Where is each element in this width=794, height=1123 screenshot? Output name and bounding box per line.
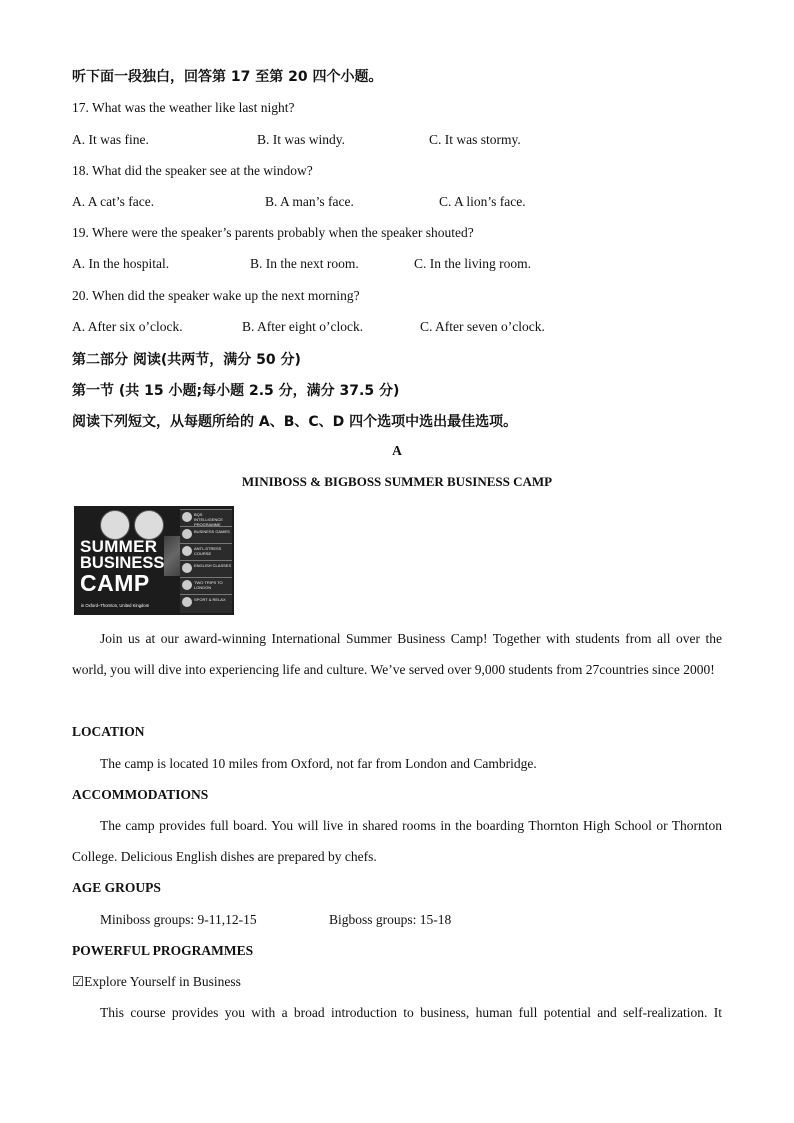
passage-letter: A [392,443,402,458]
option-a: A. In the hospital. [72,256,170,271]
part-two-title: 第二部分 阅读(共两节，满分 50 分) [72,352,301,368]
passage-title: MINIBOSS & BIGBOSS SUMMER BUSINESS CAMP [241,474,553,489]
bigboss-logo [134,510,164,540]
intro-paragraph: Join us at our award-winning International Summer Business Camp! Together with students from all over the world, you will dive into experiencing life and culture. We’ve served over 9,000 students from 27countries since 2000! [72,631,722,677]
location-text: The camp is located 10 miles from Oxford, not far from London and Cambridge. [100,756,537,771]
miniboss-logo [100,510,130,540]
poster-feature: TWO TRIPS TO LONDON [180,577,232,593]
poster-title-line: CAMP [80,570,150,596]
poster-subtitle: in Oxford–Thornton, United Kingdom [81,603,150,608]
feature-icon [182,529,192,539]
bigboss-groups: Bigboss groups: 15-18 [329,912,452,927]
poster-feature: ENGLISH CLASSES [180,560,232,576]
accommodations-heading: ACCOMMODATIONS [72,787,209,802]
poster-feature-list [180,509,232,613]
option-b: B. A man’s face. [265,194,354,209]
option-a: A. A cat’s face. [72,194,155,209]
feature-icon [182,512,192,522]
programmes-heading: POWERFUL PROGRAMMES [72,943,254,958]
age-groups-heading: AGE GROUPS [72,880,161,895]
programme-item: ☑Explore Yourself in Business [72,974,241,989]
option-c: C. It was stormy. [429,132,521,147]
feature-icon [182,597,192,607]
option-a: A. It was fine. [72,132,149,147]
poster-feature: SPORT & RELAX [180,594,232,610]
poster-feature: ANTI–STRESS COURSE [180,543,232,559]
option-b: B. In the next room. [250,256,359,271]
option-c: C. After seven o’clock. [420,319,545,334]
option-c: C. In the living room. [414,256,531,271]
section-intro: 听下面一段独白，回答第 17 至第 20 四个小题。 [72,69,383,85]
location-heading: LOCATION [72,724,145,739]
section-one-title: 第一节 (共 15 小题;每小题 2.5 分，满分 37.5 分) [72,383,400,399]
feature-icon [182,563,192,573]
logo-pair [100,510,166,540]
poster-title-line: BUSINESS [80,554,165,572]
summer-camp-poster [74,506,234,615]
poster-title-line: SUMMER [80,537,158,556]
question-stem: 19. Where were the speaker’s parents probably when the speaker shouted? [72,225,474,240]
question-stem: 18. What did the speaker see at the window? [72,163,313,178]
feature-icon [182,580,192,590]
accommodations-text: The camp provides full board. You will live in shared rooms in the boarding Thornton High School or Thornton College. Delicious English dishes are prepared by chefs. [72,818,722,864]
feature-icon [182,546,192,556]
question-stem: 17. What was the weather like last night? [72,100,295,115]
question-stem: 20. When did the speaker wake up the next morning? [72,288,360,303]
poster-feature: BQS INTELLIGENCE PROGRAMME [180,509,232,525]
reading-instruction: 阅读下列短文，从每题所给的 A、B、C、D 四个选项中选出最佳选项。 [72,414,518,430]
poster-title [80,538,180,595]
option-b: B. After eight o’clock. [242,319,364,334]
option-a: A. After six o’clock. [72,319,183,334]
programme-text: This course provides you with a broad introduction to business, human full potential and self-realization. It [100,1005,722,1020]
option-b: B. It was windy. [257,132,345,147]
option-c: C. A lion’s face. [439,194,526,209]
poster-feature: BUSINESS GAMES [180,526,232,542]
miniboss-groups: Miniboss groups: 9-11,12-15 [100,912,257,927]
